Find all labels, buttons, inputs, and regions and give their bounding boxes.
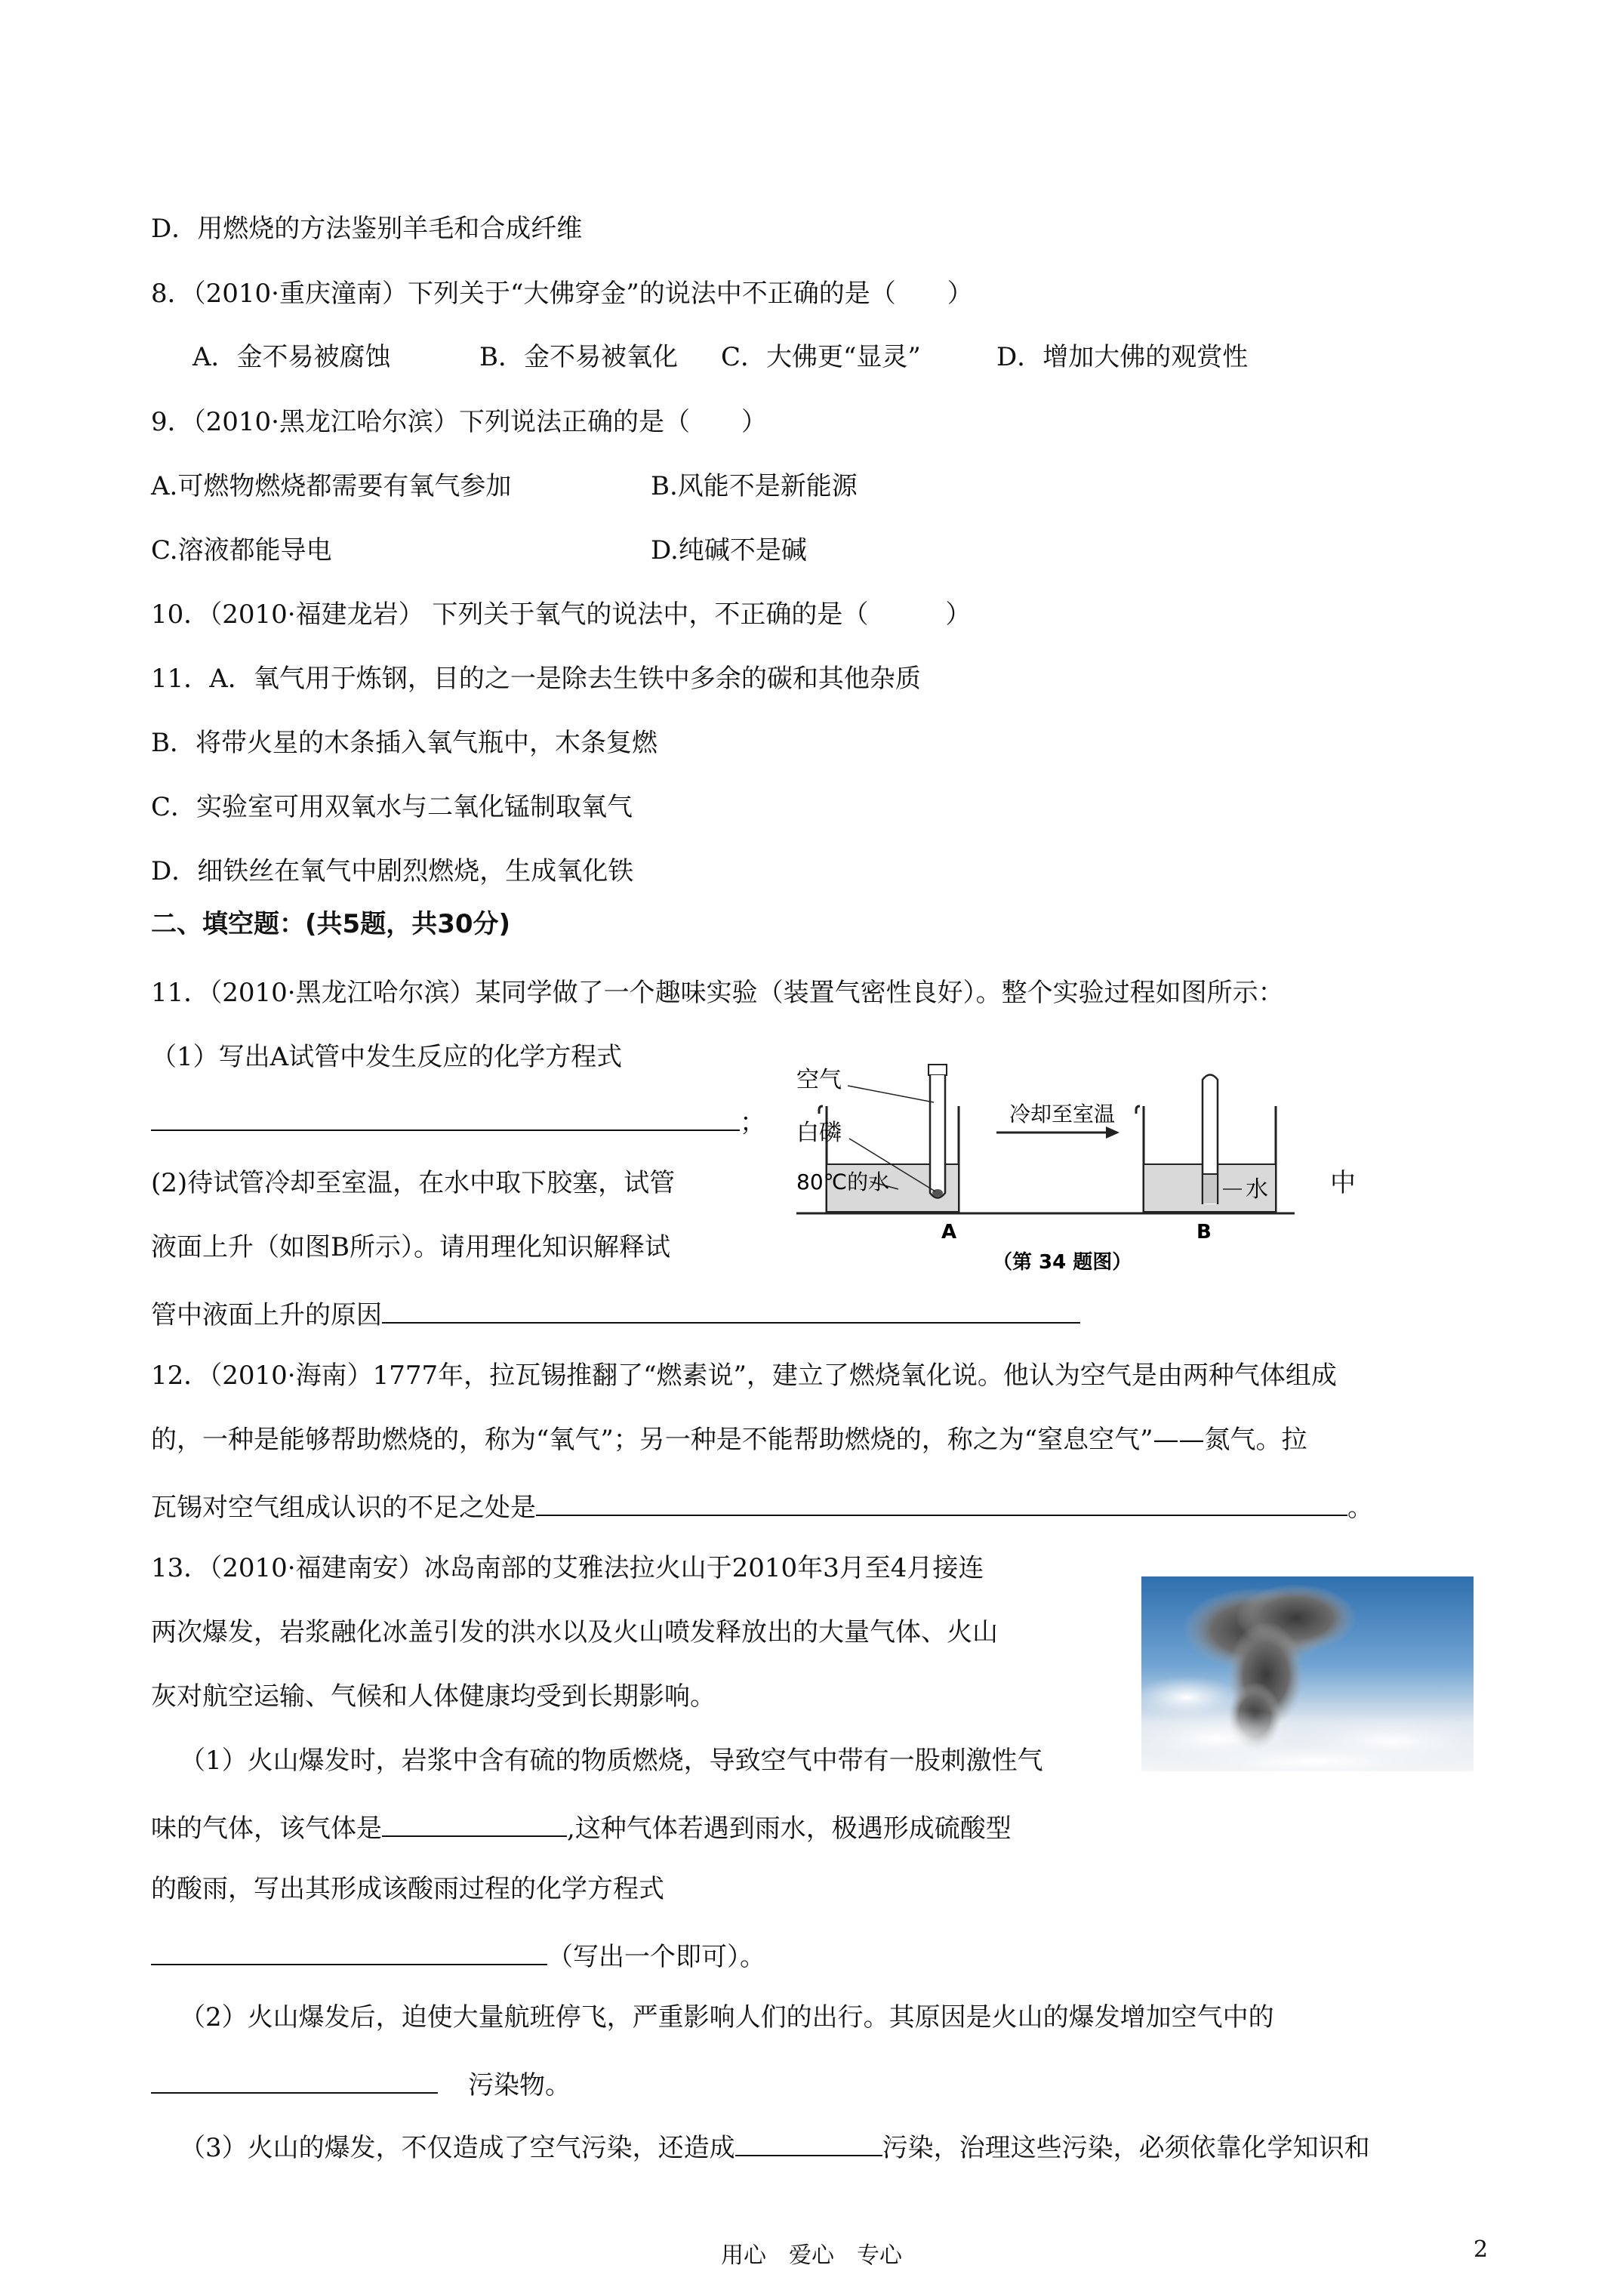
footer-text: 用心 爱心 专心 — [721, 2242, 902, 2269]
section-heading: 二、填空题：(共5题，共30分) — [151, 909, 511, 939]
q13-part1-line4 — [151, 1937, 765, 1974]
q11-part1: （1）写出A试管中发生反应的化学方程式 — [151, 1042, 623, 1072]
q7-option-d: D．用燃烧的方法鉴别羊毛和合成纤维 — [151, 214, 583, 244]
q13-line1: 13．（2010·福建南安）冰岛南部的艾雅法拉火山于2010年3月至4月接连 — [151, 1553, 984, 1583]
q11-stem: 11．（2010·黑龙江哈尔滨）某同学做了一个趣味实验（装置气密性良好）。整个实验过程如图所示： — [151, 978, 1284, 1008]
q8-option-d: D．增加大佛的观赏性 — [996, 342, 1249, 372]
q8-stem: 8．（2010·重庆潼南）下列关于“大佛穿金”的说法中不正确的是（ ） — [151, 279, 973, 309]
experiment-figure — [796, 1049, 1295, 1280]
q8-option-c: C．大佛更“显灵” — [721, 342, 921, 372]
answer-blank[interactable] — [735, 2128, 882, 2156]
answer-blank[interactable] — [151, 1937, 547, 1965]
q10-option-d: D．细铁丝在氧气中剧烈燃烧，生成氧化铁 — [151, 856, 634, 886]
answer-blank[interactable] — [151, 1102, 740, 1131]
q10-stem: 10．（2010·福建龙岩） 下列关于氧气的说法中，不正确的是（ ） — [151, 599, 972, 630]
q11-part2-line2: 液面上升（如图B所示）。请用理化知识解释试 — [151, 1232, 670, 1262]
q12-line2: 的，一种是能够帮助燃烧的，称为“氧气”；另一种是不能帮助燃烧的，称之为“窒息空气”——氮气。拉 — [151, 1425, 1307, 1455]
q9-option-a: A.可燃物燃烧都需要有氧气参加 — [151, 471, 512, 501]
q13-part1-line4-text: （写出一个即可）。 — [547, 1942, 765, 1972]
answer-blank[interactable] — [151, 2065, 438, 2094]
q13-part3-line1 — [180, 2128, 1370, 2165]
q13-part2-line1: （2）火山爆发后，迫使大量航班停飞，严重影响人们的出行。其原因是火山的爆发增加空气中的 — [180, 2002, 1274, 2032]
q13-part2-line2-text: 污染物。 — [468, 2070, 571, 2100]
stopper-a — [929, 1065, 947, 1075]
q13-part3-rest: 污染，治理这些污染，必须依靠化学知识和 — [882, 2133, 1370, 2163]
q13-part1-line2-rest: ,这种气体若遇到雨水，极遇形成硫酸型 — [567, 1814, 1012, 1844]
q13-line2: 两次爆发，岩浆融化冰盖引发的洪水以及火山喷发释放出的大量气体、火山 — [151, 1617, 998, 1647]
q12-line3 — [151, 1487, 1373, 1524]
q13-part3-text: （3）火山的爆发，不仅造成了空气污染，还造成 — [180, 2133, 735, 2163]
q10-option-c: C．实验室可用双氧水与二氧化锰制取氧气 — [151, 792, 633, 822]
q11-part2-line3-text: 管中液面上升的原因 — [151, 1300, 382, 1330]
q10-option-a: 11．A．氧气用于炼钢，目的之一是除去生铁中多余的碳和其他杂质 — [151, 664, 921, 694]
q13-part2-line2 — [151, 2065, 571, 2102]
q13-part1-line1: （1）火山爆发时，岩浆中含有硫的物质燃烧，导致空气中带有一股刺激性气 — [180, 1746, 1043, 1776]
q11-part2-line1: (2)待试管冷却至室温，在水中取下胶塞，试管 — [151, 1168, 676, 1198]
q9-option-b: B.风能不是新能源 — [651, 471, 858, 501]
q12-line1: 12．（2010·海南）1777年，拉瓦锡推翻了“燃素说”，建立了燃烧氧化说。他认为空气是由两种气体组成 — [151, 1361, 1337, 1391]
volcano-photo — [1141, 1576, 1474, 1771]
q11-part1-end: ； — [740, 1108, 765, 1138]
q12-line3-end: 。 — [1347, 1493, 1373, 1523]
answer-blank[interactable] — [382, 1808, 567, 1837]
q11-part2-trail: 中 — [1330, 1168, 1356, 1198]
q13-part1-line2-text: 味的气体，该气体是 — [151, 1814, 382, 1844]
q11-part1-answer-line — [151, 1102, 765, 1139]
answer-blank[interactable] — [382, 1295, 1080, 1324]
q8-option-a: A．金不易被腐蚀 — [192, 342, 391, 372]
q10-option-b: B．将带火星的木条插入氧气瓶中，木条复燃 — [151, 728, 658, 758]
figure-caption: （第 34 题图） — [993, 1251, 1132, 1274]
q8-option-b: B．金不易被氧化 — [479, 342, 678, 372]
q9-option-c: C.溶液都能导电 — [151, 535, 332, 566]
q11-part2-line3 — [151, 1295, 1080, 1332]
q12-line3-text: 瓦锡对空气组成认识的不足之处是 — [151, 1493, 536, 1523]
label-phosphorus: 白磷 — [796, 1120, 842, 1146]
label-arrow: 冷却至室温 — [1009, 1102, 1116, 1126]
q13-line3: 灰对航空运输、气候和人体健康均受到长期影响。 — [151, 1681, 716, 1712]
q13-part1-line2 — [151, 1808, 1012, 1845]
q9-stem: 9．（2010·黑龙江哈尔滨）下列说法正确的是（ ） — [151, 407, 767, 437]
label-air: 空气 — [796, 1067, 842, 1093]
label-a: A — [941, 1221, 957, 1244]
label-b: B — [1196, 1221, 1212, 1244]
q9-option-d: D.纯碱不是碱 — [651, 535, 807, 566]
label-hot-water: 80℃的水 — [796, 1170, 890, 1194]
q13-part1-line3: 的酸雨，写出其形成该酸雨过程的化学方程式 — [151, 1874, 664, 1904]
test-tube-a — [930, 1075, 945, 1198]
page-number: 2 — [1474, 2236, 1489, 2263]
answer-blank[interactable] — [536, 1487, 1347, 1516]
label-water: 水 — [1246, 1176, 1268, 1203]
